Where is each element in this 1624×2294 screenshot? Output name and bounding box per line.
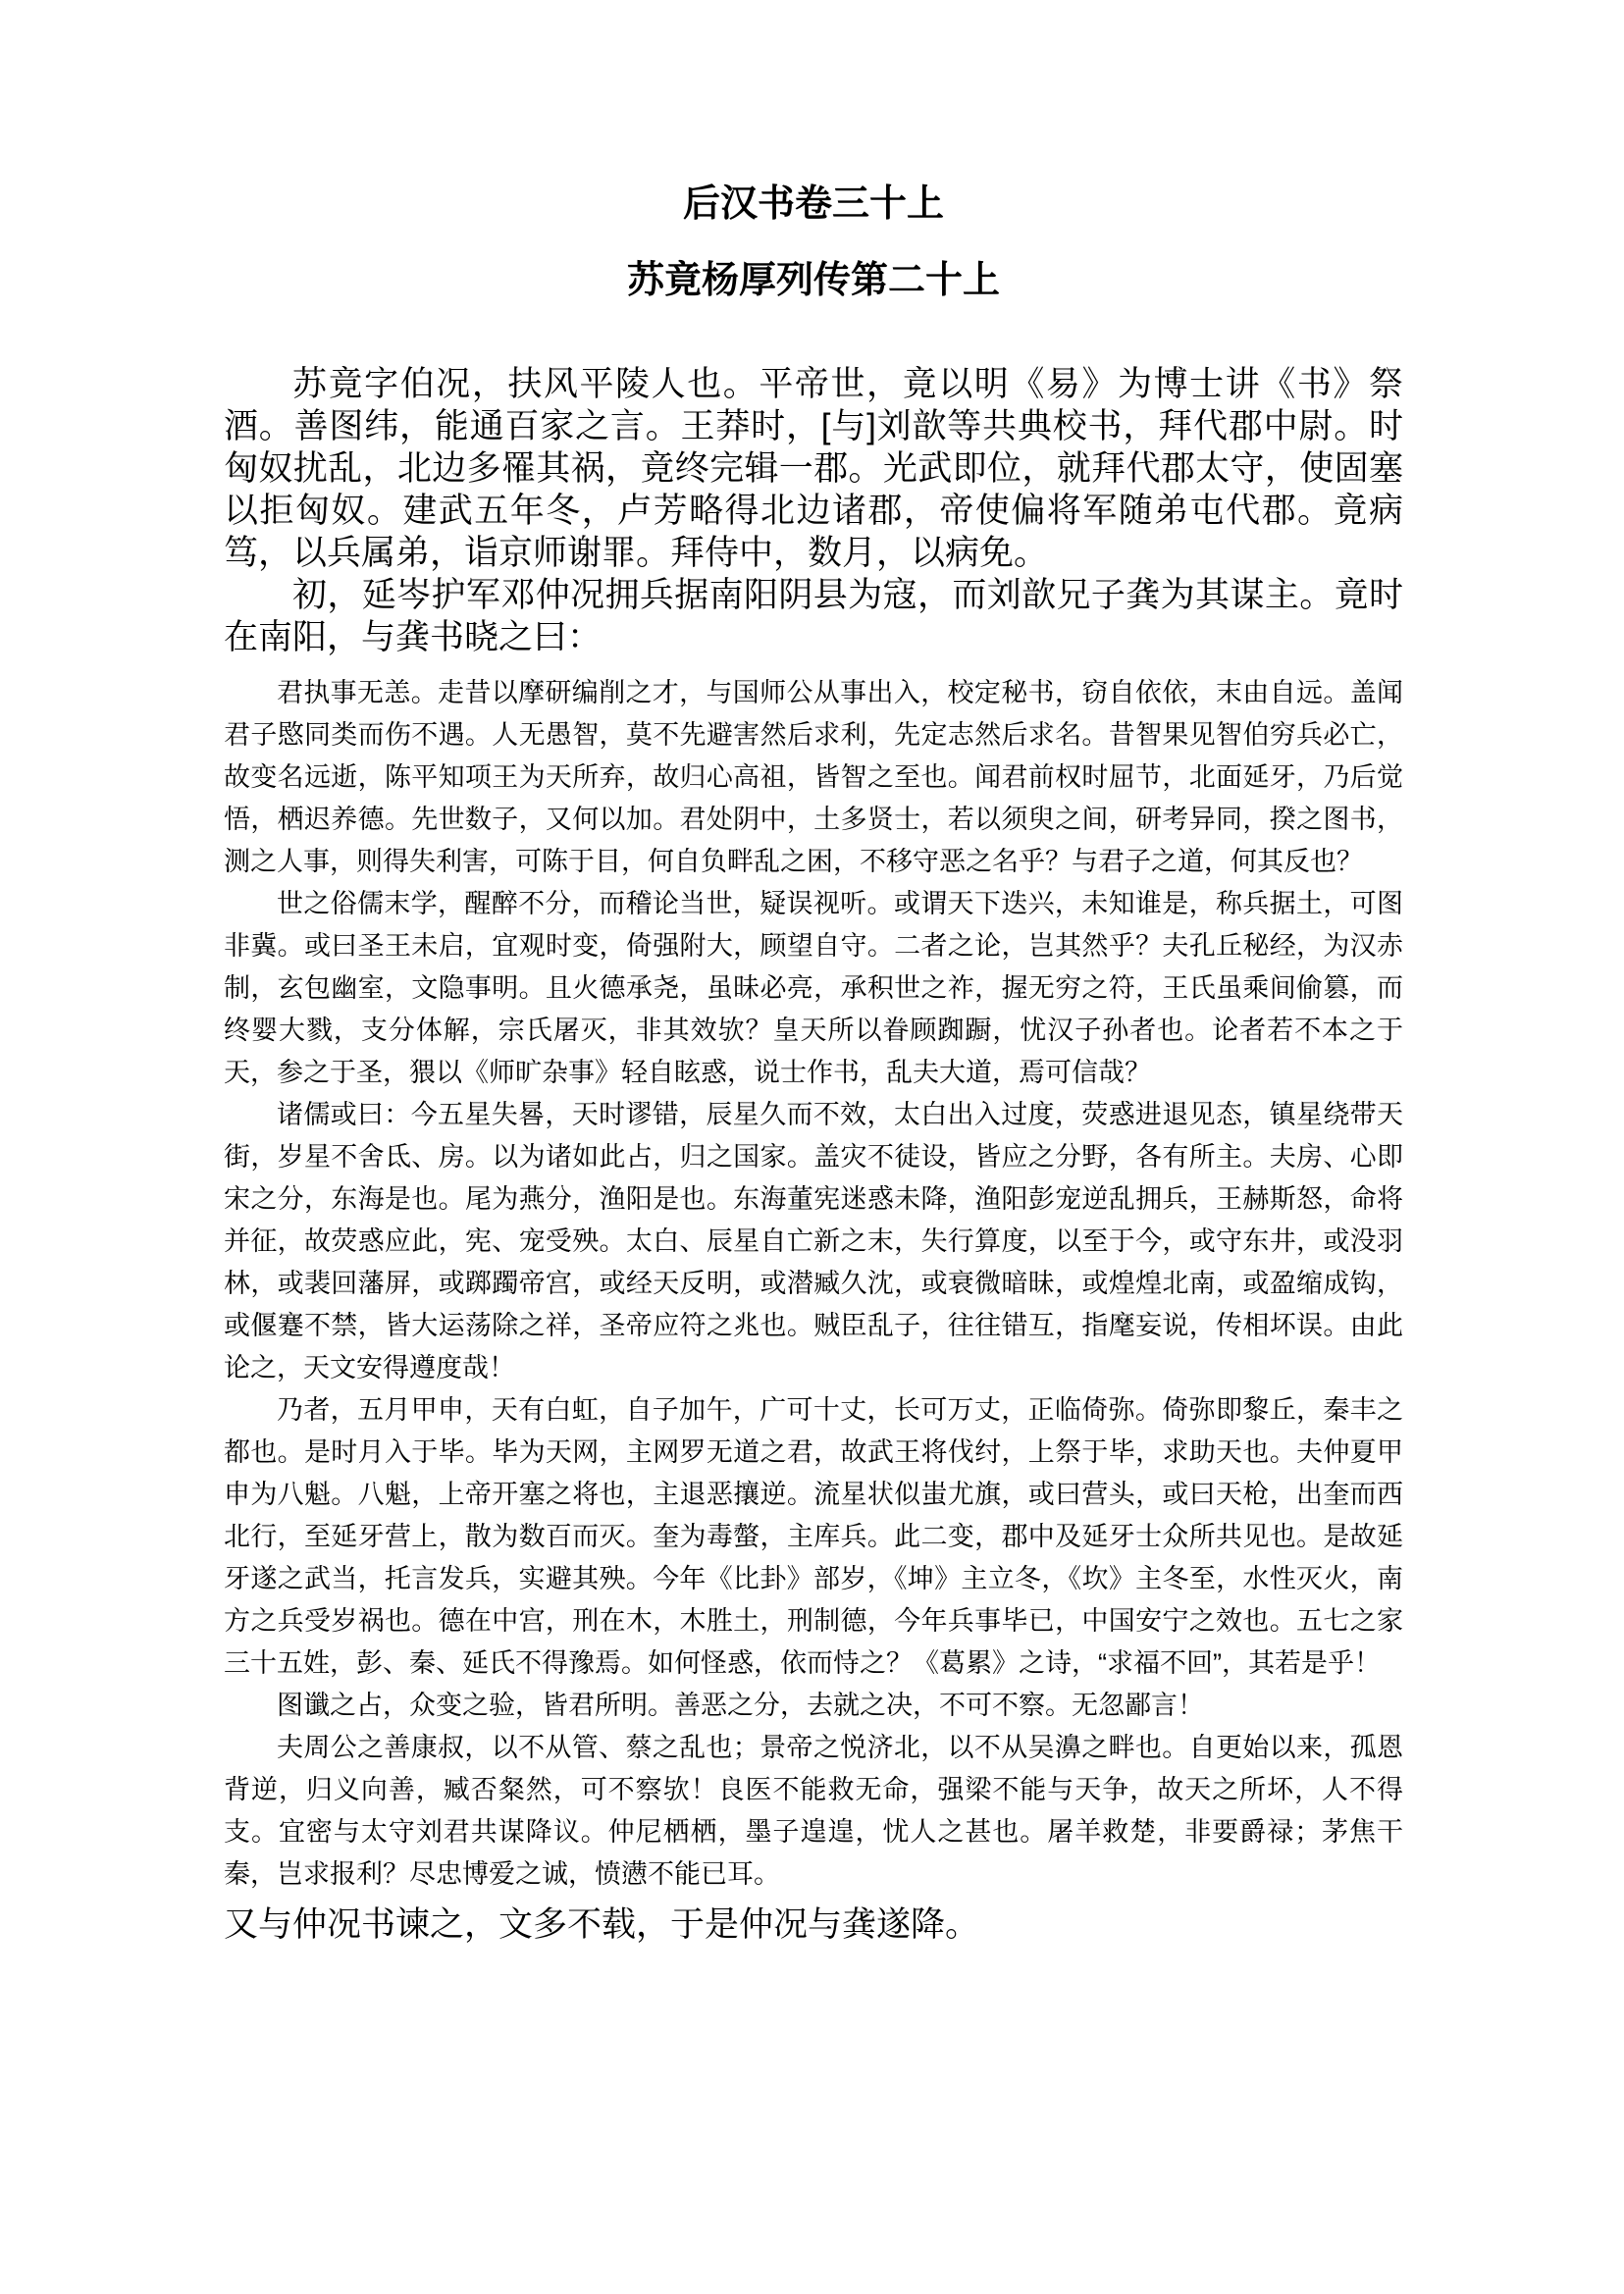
letter-block <box>224 672 1403 1896</box>
letter-paragraph-6: 夫周公之善康叔，以不从管、蔡之乱也；景帝之悦济北，以不从吴濞之畔也。自更始以来，孤恩背逆，归义向善，臧否粲然，可不察欤！良医不能救无命，强梁不能与天争，故天之所坏，人不得支。宜密与太守刘君共谋降议。仲尼栖栖，墨子遑遑，忧人之甚也。屠羊救楚，非要爵禄；茅焦干秦，岂求报利？尽忠博爱之诚，愤懑不能已耳。 <box>224 1733 1403 1889</box>
chapter-title: 苏竟杨厚列传第二十上 <box>626 260 1000 301</box>
letter-paragraph-5: 图谶之占，众变之验，皆君所明。善恶之分，去就之决，不可不察。无忽鄙言！ <box>277 1691 1204 1720</box>
closing-paragraph: 又与仲况书谏之，文多不载，于是仲况与龚遂降。 <box>224 1905 980 1944</box>
letter-paragraph-1: 君执事无恙。走昔以摩研编削之才，与国师公从事出入，校定秘书，窃自依依，末由自远。盖闻君子愍同类而伤不遇。人无愚智，莫不先避害然后求利，先定志然后求名。昔智果见智伯穷兵必亡，故变名远逝，陈平知项王为天所弃，故归心高祖，皆智之至也。闻君前权时屈节，北面延牙，乃后觉悟，栖迟养德。先世数子，又何以加。君处阴中，土多贤士，若以须臾之间，研考异同，揆之图书，测之人事，则得失利害，可陈于目，何自负畔乱之困，不移守恶之名乎？与君子之道，何其反也？ <box>224 678 1403 876</box>
volume-title: 后汉书卷三十上 <box>682 183 944 225</box>
intro-paragraph-biography: 苏竟字伯况，扶风平陵人也。平帝世，竟以明《易》为博士讲《书》祭酒。善图纬，能通百家之言。王莽时，[与]刘歆等共典校书，拜代郡中尉。时匈奴扰乱，北边多罹其祸，竟终完辑一郡。光武即位，就拜代郡太守，使固塞以拒匈奴。建武五年冬，卢芳略得北边诸郡，帝使偏将军随弟屯代郡。竟病笃，以兵属弟，诣京师谢罪。拜侍中，数月，以病免。 <box>224 365 1403 572</box>
letter-paragraph-2: 世之俗儒末学，醒醉不分，而稽论当世，疑误视听。或谓天下迭兴，未知谁是，称兵据土，可图非冀。或曰圣王未启，宜观时变，倚强附大，顾望自守。二者之论，岂其然乎？夫孔丘秘经，为汉赤制，玄包幽室，文隐事明。且火德承尧，虽昧必亮，承积世之祚，握无穷之符，王氏虽乘间偷篡，而终婴大戮，支分体解，宗氏屠灭，非其效欤？皇天所以眷顾踟蹰，忧汉子孙者也。论者若不本之于天，参之于圣，猥以《师旷杂事》轻自眩惑，说士作书，乱夫大道，焉可信哉？ <box>224 889 1403 1087</box>
intro-paragraph-letter-lead: 初，延岑护军邓仲况拥兵据南阳阴县为寇，而刘歆兄子龚为其谋主。竟时在南阳，与龚书晓之曰： <box>224 576 1403 656</box>
letter-paragraph-3: 诸儒或曰：今五星失晷，天时谬错，辰星久而不效，太白出入过度，荧惑进退见态，镇星绕带天街，岁星不舍氐、房。以为诸如此占，归之国家。盖灾不徒设，皆应之分野，各有所主。夫房、心即宋之分，东海是也。尾为燕分，渔阳是也。东海董宪迷惑未降，渔阳彭宠逆乱拥兵，王赫斯怒，命将并征，故荧惑应此，宪、宠受殃。太白、辰星自亡新之末，失行算度，以至于今，或守东井，或没羽林，或裴回藩屏，或踯躅帝宫，或经天反明，或潜臧久沈，或衰微暗昧，或煌煌北南，或盈缩成钩，或偃蹇不禁，皆大运荡除之祥，圣帝应符之兆也。贼臣乱子，往往错互，指麾妄说，传相坏误。由此论之，天文安得遵度哉！ <box>224 1100 1403 1382</box>
letter-paragraph-4: 乃者，五月甲申，天有白虹，自子加午，广可十丈，长可万丈，正临倚弥。倚弥即黎丘，秦丰之都也。是时月入于毕。毕为天网，主网罗无道之君，故武王将伐纣，上祭于毕，求助天也。夫仲夏甲申为八魁。八魁，上帝开塞之将也，主退恶攘逆。流星状似蚩尤旗，或曰营头，或曰天枪，出奎而西北行，至延牙营上，散为数百而灭。奎为毒螫，主库兵。此二变，郡中及延牙士众所共见也。是故延牙遂之武当，托言发兵，实避其殃。今年《比卦》部岁，《坤》主立冬，《坎》主冬至，水性灭火，南方之兵受岁祸也。德在中宫，刑在木，木胜土，刑制德，今年兵事毕已，中国安宁之效也。五七之家三十五姓，彭、秦、延氏不得豫焉。如何怪惑，依而恃之？《葛累》之诗，“求福不回”，其若是乎！ <box>224 1395 1403 1678</box>
